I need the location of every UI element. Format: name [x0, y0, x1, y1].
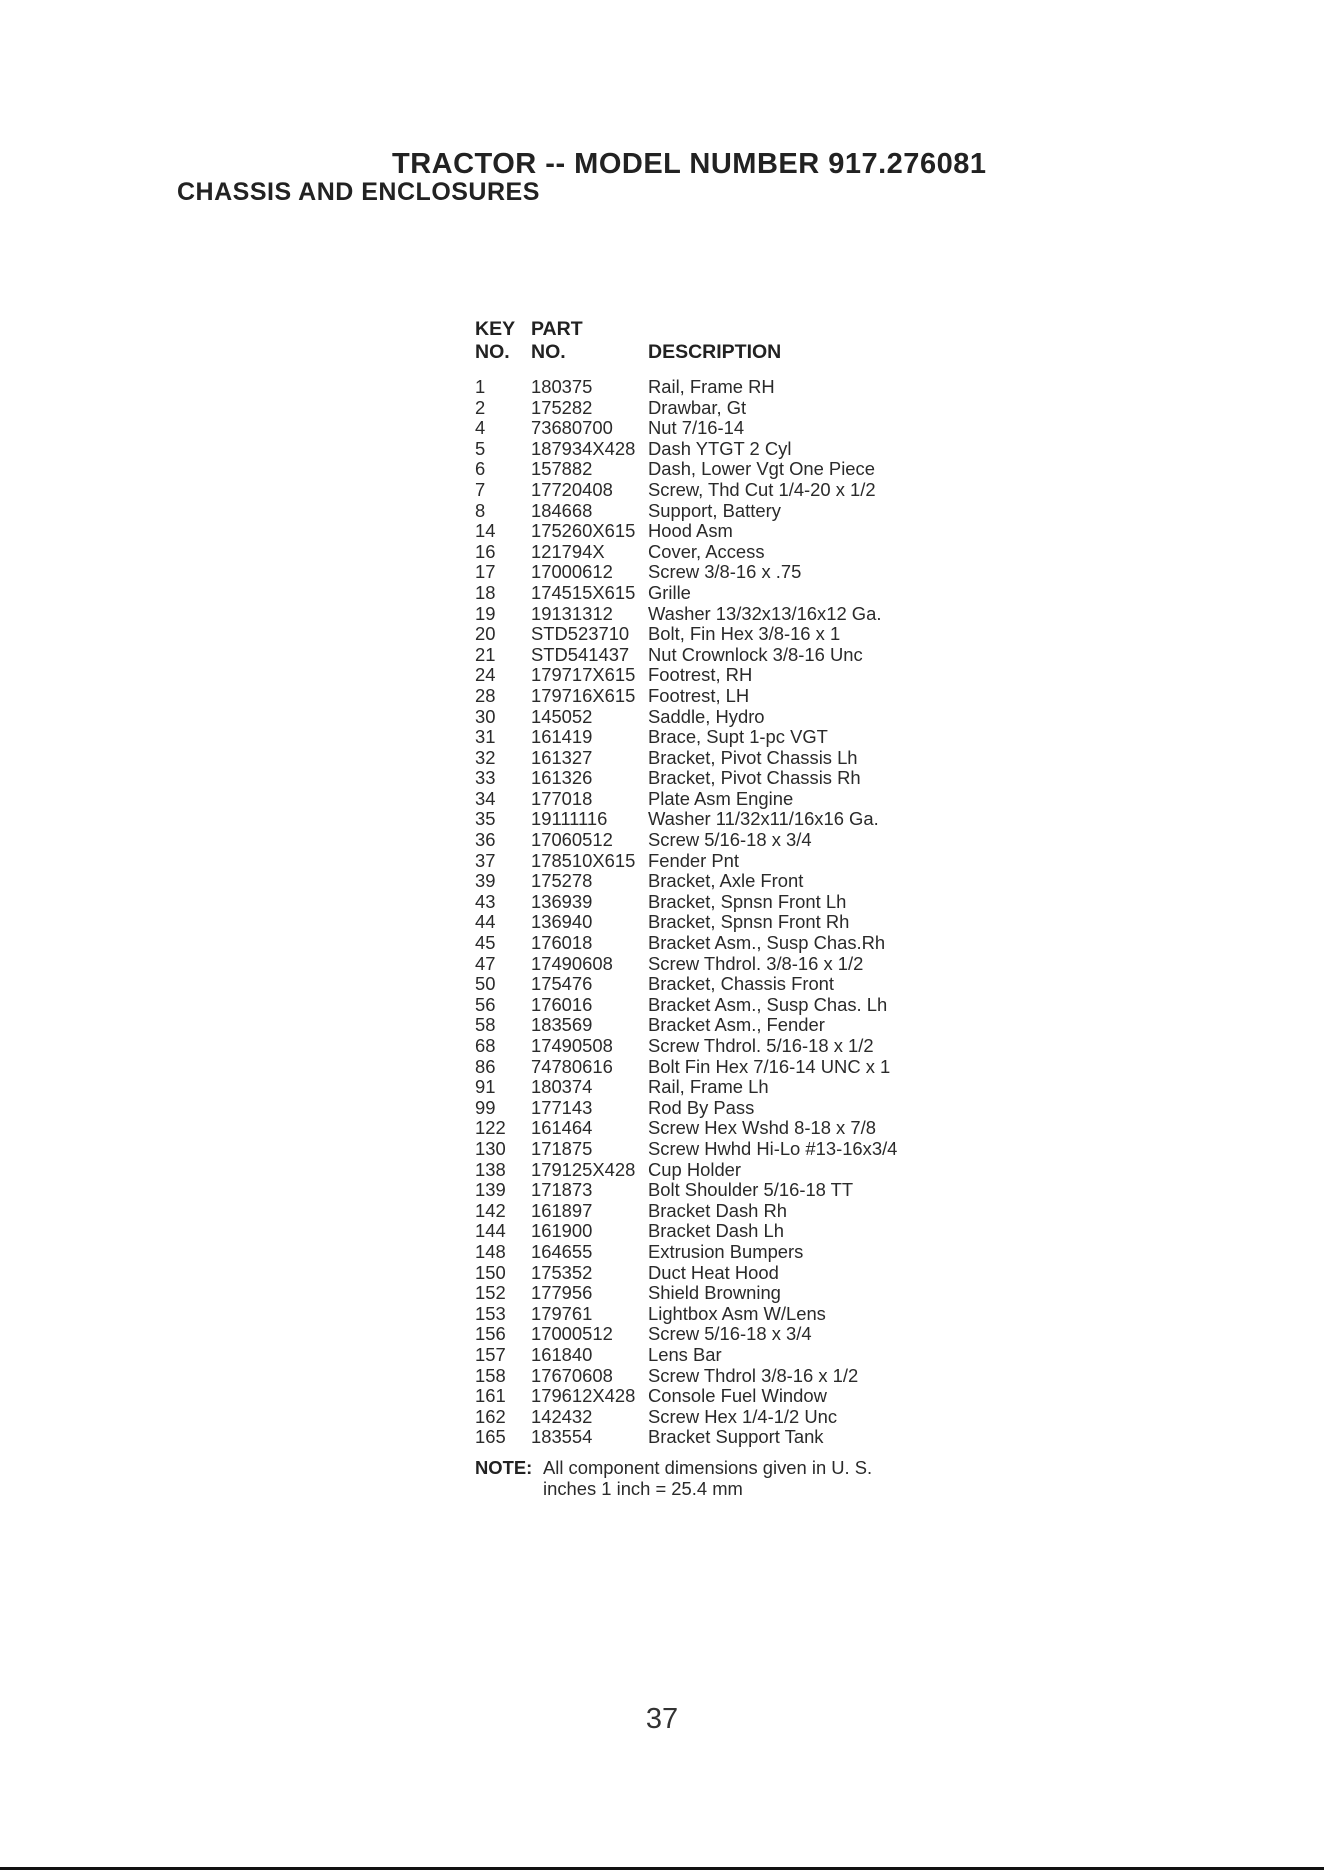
table-row	[475, 1036, 903, 1057]
header-part: PART	[531, 318, 583, 340]
part-no-cell: 174515X615	[531, 581, 636, 603]
key-no-cell: 161	[475, 1385, 506, 1407]
description-cell: Bracket, Spnsn Front Rh	[648, 911, 850, 933]
key-no-cell: 16	[475, 540, 496, 562]
key-no-cell: 86	[475, 1055, 496, 1077]
description-cell: Duct Heat Hood	[648, 1261, 779, 1283]
description-cell: Cover, Access	[648, 540, 765, 562]
description-cell: Footrest, LH	[648, 684, 750, 706]
table-row	[475, 1407, 903, 1428]
part-no-cell: 179717X615	[531, 664, 636, 686]
part-no-cell: 175278	[531, 870, 593, 892]
description-cell: Console Fuel Window	[648, 1385, 827, 1407]
part-no-cell: 161326	[531, 767, 593, 789]
description-cell: Bolt, Fin Hex 3/8-16 x 1	[648, 623, 841, 645]
description-cell: Drawbar, Gt	[648, 396, 747, 418]
key-no-cell: 17	[475, 561, 496, 583]
description-cell: Screw 5/16-18 x 3/4	[648, 1323, 812, 1345]
key-no-cell: 162	[475, 1405, 506, 1427]
table-row	[475, 398, 903, 419]
description-cell: Rail, Frame RH	[648, 376, 775, 397]
key-no-cell: 2	[475, 396, 486, 418]
part-no-cell: 161419	[531, 726, 593, 748]
part-no-cell: 176018	[531, 932, 593, 954]
key-no-cell: 20	[475, 623, 496, 645]
table-row	[475, 1304, 903, 1325]
description-cell: Screw 5/16-18 x 3/4	[648, 829, 812, 851]
key-no-cell: 99	[475, 1096, 496, 1118]
description-cell: Bracket, Chassis Front	[648, 973, 835, 995]
part-no-cell: 187934X428	[531, 437, 636, 459]
description-cell: Fender Pnt	[648, 849, 739, 871]
part-no-cell: 184668	[531, 499, 593, 521]
parts-list	[475, 318, 903, 1499]
table-row	[475, 521, 903, 542]
part-no-cell: 183569	[531, 1014, 593, 1036]
key-no-cell: 5	[475, 437, 486, 459]
parts-rows	[475, 377, 903, 1448]
key-no-cell: 4	[475, 417, 486, 439]
key-no-cell: 47	[475, 952, 496, 974]
key-no-cell: 148	[475, 1240, 506, 1262]
key-no-cell: 68	[475, 1035, 496, 1056]
part-no-cell: 19131312	[531, 602, 613, 624]
description-cell: Bracket, Pivot Chassis Lh	[648, 746, 858, 768]
part-no-cell: 180374	[531, 1076, 593, 1098]
table-row	[475, 768, 903, 789]
description-cell: Saddle, Hydro	[648, 705, 765, 727]
key-no-cell: 30	[475, 705, 496, 727]
description-cell: Screw Hex Wshd 8-18 x 7/8	[648, 1117, 876, 1139]
table-row	[475, 974, 903, 995]
part-no-cell: 175282	[531, 396, 593, 418]
description-cell: Screw Thdrol. 5/16-18 x 1/2	[648, 1035, 874, 1056]
part-no-cell: 161897	[531, 1199, 593, 1221]
description-cell: Cup Holder	[648, 1158, 742, 1180]
description-cell: Screw 3/8-16 x .75	[648, 561, 802, 583]
part-no-cell: 136940	[531, 911, 593, 933]
table-row	[475, 583, 903, 604]
key-no-cell: 157	[475, 1343, 506, 1365]
section-subtitle: CHASSIS AND ENCLOSURES	[177, 178, 540, 206]
key-no-cell: 37	[475, 849, 496, 871]
table-row	[475, 1427, 903, 1448]
description-cell: Rod By Pass	[648, 1096, 755, 1118]
part-no-cell: 161464	[531, 1117, 593, 1139]
table-row	[475, 1345, 903, 1366]
header-key: KEY	[475, 318, 516, 340]
part-no-cell: 17490508	[531, 1035, 613, 1056]
part-no-cell: 179612X428	[531, 1385, 636, 1407]
description-cell: Screw Hex 1/4-1/2 Unc	[648, 1405, 838, 1427]
description-cell: Lens Bar	[648, 1343, 722, 1365]
description-cell: Grille	[648, 581, 691, 603]
key-no-cell: 32	[475, 746, 496, 768]
part-no-cell: 177018	[531, 787, 593, 809]
description-cell: Washer 13/32x13/16x12 Ga.	[648, 602, 882, 624]
page-title: TRACTOR -- MODEL NUMBER 917.276081	[392, 148, 987, 180]
part-no-cell: 142432	[531, 1405, 593, 1427]
key-no-cell: 165	[475, 1426, 506, 1448]
table-row	[475, 1283, 903, 1304]
key-no-cell: 14	[475, 520, 496, 542]
key-no-cell: 142	[475, 1199, 506, 1221]
table-row	[475, 727, 903, 748]
key-no-cell: 58	[475, 1014, 496, 1036]
table-row	[475, 645, 903, 666]
part-no-cell: 177143	[531, 1096, 593, 1118]
part-no-cell: 176016	[531, 993, 593, 1015]
table-row	[475, 418, 903, 439]
table-row	[475, 686, 903, 707]
key-no-cell: 19	[475, 602, 496, 624]
key-no-cell: 144	[475, 1220, 506, 1242]
key-no-cell: 45	[475, 932, 496, 954]
table-row	[475, 1263, 903, 1284]
page-number: 37	[645, 1703, 679, 1735]
table-row	[475, 809, 903, 830]
key-no-cell: 8	[475, 499, 486, 521]
key-no-cell: 6	[475, 458, 486, 480]
description-cell: Bracket, Axle Front	[648, 870, 804, 892]
table-row	[475, 871, 903, 892]
part-no-cell: 17720408	[531, 478, 613, 500]
table-row	[475, 851, 903, 872]
part-no-cell: 161327	[531, 746, 593, 768]
table-row	[475, 377, 903, 398]
part-no-cell: 17000612	[531, 561, 613, 583]
key-no-cell: 130	[475, 1137, 506, 1159]
description-cell: Washer 11/32x11/16x16 Ga.	[648, 808, 879, 830]
part-no-cell: 19111116	[531, 808, 608, 830]
table-row	[475, 1180, 903, 1201]
description-cell: Bracket, Pivot Chassis Rh	[648, 767, 861, 789]
key-no-cell: 156	[475, 1323, 506, 1345]
table-row	[475, 1386, 903, 1407]
table-row	[475, 1201, 903, 1222]
description-cell: Support, Battery	[648, 499, 781, 521]
description-cell: Extrusion Bumpers	[648, 1240, 804, 1262]
part-no-cell: 179125X428	[531, 1158, 636, 1180]
part-no-cell: 157882	[531, 458, 593, 480]
description-cell: Screw Thdrol. 3/8-16 x 1/2	[648, 952, 864, 974]
table-row	[475, 912, 903, 933]
key-no-cell: 44	[475, 911, 496, 933]
key-no-cell: 56	[475, 993, 496, 1015]
part-no-cell: 145052	[531, 705, 593, 727]
description-cell: Bolt Fin Hex 7/16-14 UNC x 1	[648, 1055, 891, 1077]
table-row	[475, 542, 903, 563]
description-cell: Screw Hwhd Hi-Lo #13-16x3/4	[648, 1137, 898, 1159]
part-no-cell: 164655	[531, 1240, 593, 1262]
part-no-cell: STD541437	[531, 643, 630, 665]
table-row	[475, 604, 903, 625]
description-cell: Bracket Support Tank	[648, 1426, 824, 1448]
table-row	[475, 933, 903, 954]
table-row	[475, 1366, 903, 1387]
key-no-cell: 158	[475, 1364, 506, 1386]
description-cell: Rail, Frame Lh	[648, 1076, 769, 1098]
description-cell: Shield Browning	[648, 1282, 781, 1304]
part-no-cell: 175476	[531, 973, 593, 995]
description-cell: Bracket, Spnsn Front Lh	[648, 890, 847, 912]
table-row	[475, 1139, 903, 1160]
description-cell: Nut Crownlock 3/8-16 Unc	[648, 643, 863, 665]
table-row	[475, 480, 903, 501]
table-row	[475, 501, 903, 522]
part-no-cell: 161900	[531, 1220, 593, 1242]
description-cell: Hood Asm	[648, 520, 733, 542]
key-no-cell: 139	[475, 1179, 506, 1201]
header-key-no: NO.	[475, 341, 510, 363]
description-cell: Bolt Shoulder 5/16-18 TT	[648, 1179, 854, 1201]
description-cell: Bracket Asm., Fender	[648, 1014, 825, 1036]
key-no-cell: 7	[475, 478, 486, 500]
key-no-cell: 50	[475, 973, 496, 995]
key-no-cell: 28	[475, 684, 496, 706]
part-no-cell: 175260X615	[531, 520, 636, 542]
table-row	[475, 665, 903, 686]
key-no-cell: 18	[475, 581, 496, 603]
key-no-cell: 31	[475, 726, 496, 748]
description-cell: Footrest, RH	[648, 664, 753, 686]
note-label: NOTE:	[475, 1456, 533, 1478]
key-no-cell: 34	[475, 787, 496, 809]
description-cell: Plate Asm Engine	[648, 787, 794, 809]
table-row	[475, 892, 903, 913]
key-no-cell: 150	[475, 1261, 506, 1283]
description-cell: Bracket Asm., Susp Chas.Rh	[648, 932, 886, 954]
description-cell: Bracket Dash Lh	[648, 1220, 784, 1242]
part-no-cell: 74780616	[531, 1055, 613, 1077]
table-row	[475, 789, 903, 810]
note-text: All component dimensions given in U. S. inches 1 inch = 25.4 mm	[543, 1456, 873, 1499]
part-no-cell: 171873	[531, 1179, 593, 1201]
table-row	[475, 954, 903, 975]
part-no-cell: 121794X	[531, 540, 605, 562]
part-no-cell: 180375	[531, 376, 593, 397]
part-no-cell: 17060512	[531, 829, 613, 851]
table-row	[475, 1324, 903, 1345]
table-row	[475, 995, 903, 1016]
header-part-no: NO.	[531, 341, 566, 363]
part-no-cell: 175352	[531, 1261, 593, 1283]
part-no-cell: 17000512	[531, 1323, 613, 1345]
table-row	[475, 707, 903, 728]
part-no-cell: 161840	[531, 1343, 593, 1365]
description-cell: Dash YTGT 2 Cyl	[648, 437, 792, 459]
description-cell: Screw Thdrol 3/8-16 x 1/2	[648, 1364, 859, 1386]
key-no-cell: 138	[475, 1158, 506, 1180]
part-no-cell: 178510X615	[531, 849, 636, 871]
table-row	[475, 1077, 903, 1098]
part-no-cell: 171875	[531, 1137, 593, 1159]
key-no-cell: 21	[475, 643, 496, 665]
table-row	[475, 830, 903, 851]
description-cell: Screw, Thd Cut 1/4-20 x 1/2	[648, 478, 876, 500]
table-header-row-1	[475, 318, 903, 341]
table-row	[475, 1057, 903, 1078]
key-no-cell: 35	[475, 808, 496, 830]
key-no-cell: 33	[475, 767, 496, 789]
table-row	[475, 1221, 903, 1242]
description-cell: Bracket Asm., Susp Chas. Lh	[648, 993, 888, 1015]
key-no-cell: 91	[475, 1076, 496, 1098]
description-cell: Brace, Supt 1-pc VGT	[648, 726, 828, 748]
part-no-cell: 179716X615	[531, 684, 636, 706]
description-cell: Dash, Lower Vgt One Piece	[648, 458, 875, 480]
table-header-row-2	[475, 341, 903, 364]
key-no-cell: 122	[475, 1117, 506, 1139]
table-row	[475, 1118, 903, 1139]
key-no-cell: 152	[475, 1282, 506, 1304]
part-no-cell: 183554	[531, 1426, 593, 1448]
part-no-cell: 177956	[531, 1282, 593, 1304]
part-no-cell: 179761	[531, 1302, 593, 1324]
part-no-cell: 136939	[531, 890, 593, 912]
key-no-cell: 1	[475, 376, 486, 397]
table-row	[475, 1242, 903, 1263]
part-no-cell: 17490608	[531, 952, 613, 974]
part-no-cell: 17670608	[531, 1364, 613, 1386]
table-row	[475, 439, 903, 460]
table-row	[475, 562, 903, 583]
table-row	[475, 748, 903, 769]
table-row	[475, 459, 903, 480]
header-description: DESCRIPTION	[648, 341, 782, 363]
description-cell: Lightbox Asm W/Lens	[648, 1302, 826, 1324]
key-no-cell: 43	[475, 890, 496, 912]
key-no-cell: 153	[475, 1302, 506, 1324]
key-no-cell: 39	[475, 870, 496, 892]
description-cell: Nut 7/16-14	[648, 417, 745, 439]
table-row	[475, 624, 903, 645]
key-no-cell: 36	[475, 829, 496, 851]
table-row	[475, 1015, 903, 1036]
part-no-cell: STD523710	[531, 623, 630, 645]
key-no-cell: 24	[475, 664, 496, 686]
note	[475, 1457, 903, 1499]
table-row	[475, 1160, 903, 1181]
description-cell: Bracket Dash Rh	[648, 1199, 788, 1221]
part-no-cell: 73680700	[531, 417, 613, 439]
bottom-rule	[0, 1867, 1324, 1870]
table-row	[475, 1098, 903, 1119]
